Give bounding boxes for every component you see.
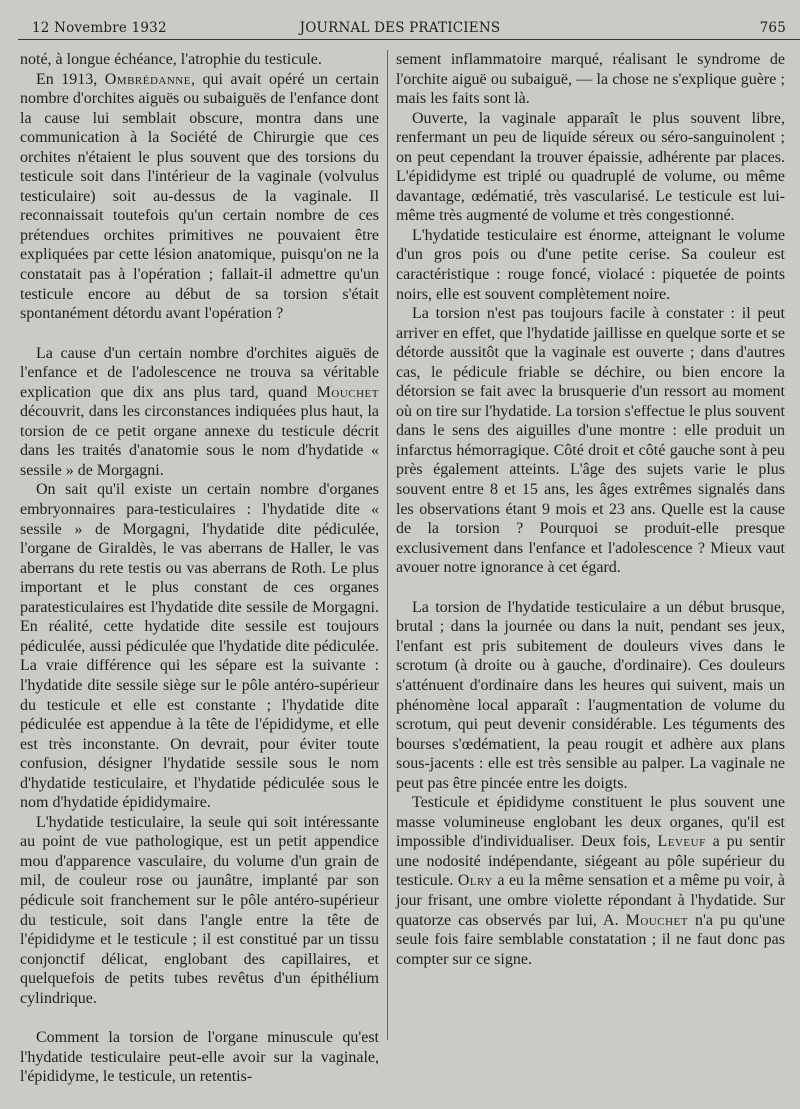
paragraph: L'hydatide testiculaire est énorme, atteignant le volume d'un gros pois ou d'une petite cerise. Sa couleur est caractéristique : rouge foncé, violacé : piquetée de points noirs, elle est souvent complètement noire. [396,226,785,303]
right-column [396,50,785,969]
author-name: Mouchet [316,383,379,401]
author-name: Olry [457,872,493,890]
header-rule [18,39,800,40]
header-page-number: 765 [759,20,786,36]
paragraph: sement inflammatoire marqué, réalisant le syndrome de l'orchite aiguë ou subaiguë, — la chose ne s'explique guère ; mais les faits sont là. [396,51,785,108]
column-divider [387,50,388,1040]
running-header [0,0,800,38]
paragraph: La cause d'un certain nombre d'orchites aiguës de l'enfance et de l'adolescence ne trouva sa véritable explication que dix ans plus tard, quand Mouchet découvrit, dans les circonstances indiquées plus haut, la torsion de ce petit organe annexe du testicule décrit dans les traités d'anatomie sous le nom d'hydatide « sessile » de Morgagni. [20,344,379,479]
header-journal-title: JOURNAL DES PRATICIENS [299,20,501,36]
paragraph: noté, à longue échéance, l'atrophie du testicule. [20,51,322,68]
paragraph: L'hydatide testiculaire, la seule qui soit intéressante au point de vue pathologique, est un petit appendice mou d'apparence vasculaire, du volume d'un grain de mil, de couleur rose ou jaunâtre, implanté par son pédicule soit franchement sur le pôle antéro-supérieur du testicule, soit dans l'angle entre la tête de l'épididyme et le testicule ; il est constitué par un tissu conjonctif délicat, englobant des capillaires, et quelquefois de petits tubes revêtus d'un épithélium cylindrique. [20,813,379,1007]
paragraph: Ouverte, la vaginale apparaît le plus souvent libre, renfermant un peu de liquide séreux ou séro-sanguinolent ; on peut cependant la trouver épaissie, adhérente par places. L'épididyme est triplé ou quadruplé de volume, ou même davantage, œdématié, très vascularisé. Le testicule est lui-même très augmenté de volume et très congestionné. [396,109,785,225]
header-date: 12 Novembre 1932 [32,20,167,36]
paragraph: Comment la torsion de l'organe minuscule qu'est l'hydatide testiculaire peut-elle avoir sur la vaginale, l'épididyme, le testicule, un retentis- [20,1029,379,1086]
paragraph: La torsion n'est pas toujours facile à constater : il peut arriver en effet, que l'hydatide jaillisse en quelque sorte et se détorde aussitôt que la vaginale est ouverte ; dans d'autres cas, le pédicule friable se déchire, ou bien encore la détorsion se fait avec la brusquerie d'un ressort au moment où on tire sur l'hydatide. La torsion s'effectue le plus souvent dans le sens des aiguilles d'une montre : elle produit un infarctus hémorragique. Côté droit et côté gauche sont à peu près également atteints. L'âge des sujets varie le plus souvent entre 8 et 15 ans, les âges extrêmes signalés dans les observations étant 9 mois et 23 ans. Quelle est la cause de la torsion ? Pourquoi se produit-elle presque exclusivement dans l'enfance et l'adolescence ? Mieux vaut avouer notre ignorance à cet égard. [396,305,785,577]
left-column [20,50,379,1087]
paragraph: On sait qu'il existe un certain nombre d'organes embryonnaires para-testiculaires : l'hydatide dite « sessile » de Morgagni, l'hydatide dite pédiculée, l'organe de Giraldès, le vas aberrans de Haller, le vas aberrans du rete testis ou vas aberrans de Roth. Le plus important et le plus constant de ces organes paratesticulaires est l'hydatide dite sessile de Morgagni. En réalité, cette hydatide dite sessile est toujours pédiculée, aussi pédiculée que l'hydatide dite pédiculée. La vraie différence qui les sépare est la suivante : l'hydatide dite sessile siège sur le pôle antéro-supérieur du testicule et elle est constante ; l'hydatide dite pédiculée est appendue à la tête de l'épididyme, et elle est très inconstante. On devrait, pour éviter toute confusion, désigner l'hydatide sessile sous le nom d'hydatide testiculaire, et l'hydatide pédiculée sous le nom d'hydatide épididymaire. [20,481,379,812]
author-name: Leveuf [657,833,706,851]
paragraph: En 1913, Ombrédanne, qui avait opéré un certain nombre d'orchites aiguës ou subaiguës de l'enfance dont la cause lui semblait obscure, montra dans une communication à la Société de Chirurgie que ces orchites n'étaient le plus souvent que des torsions du testicule soit dans l'intérieur de la vaginale (volvulus testiculaire) soit au-dessus de la vaginale. Il reconnaissait toutefois qu'un certain nombre de ces prétendues orchites primitives ne pouvaient être expliquées par cette lésion anatomique, puisqu'on ne la constatait pas à l'opération ; fallait-il admettre qu'un testicule encore au début de sa torsion s'était spontanément détordu avant l'opération ? [20,70,379,323]
author-name: Mouchet [625,911,688,929]
author-name: Ombrédanne [104,70,191,88]
paragraph: Testicule et épididyme constituent le plus souvent une masse volumineuse englobant les deux organes, qu'il est impossible d'individualiser. Deux fois, Leveuf a pu sentir une nodosité indépendante, siégeant au pôle supérieur du testicule. Olry a eu la même sensation et a même pu voir, à jour frisant, une ombre violette répondant à l'hydatide. Sur quatorze cas observés par lui, A. Mouchet n'a pu qu'une seule fois faire semblable constatation ; il ne faut donc pas compter sur ce signe. [396,794,786,968]
paragraph: La torsion de l'hydatide testiculaire a un début brusque, brutal ; dans la journée ou dans la nuit, pendant ses jeux, l'enfant est pris subitement de douleurs vives dans le scrotum (à droite ou à gauche, d'ordinaire). Ces douleurs s'atténuent d'ordinaire dans les heures qui suivent, mais un phénomène local apparaît : l'augmentation de volume du scrotum, qui peut devenir considérable. Les téguments des bourses s'œdématient, la peau rougit et adhère aux plans sous-jacents : elle est très sensible au palper. La vaginale ne peut pas être pincée entre les doigts. [396,598,785,792]
